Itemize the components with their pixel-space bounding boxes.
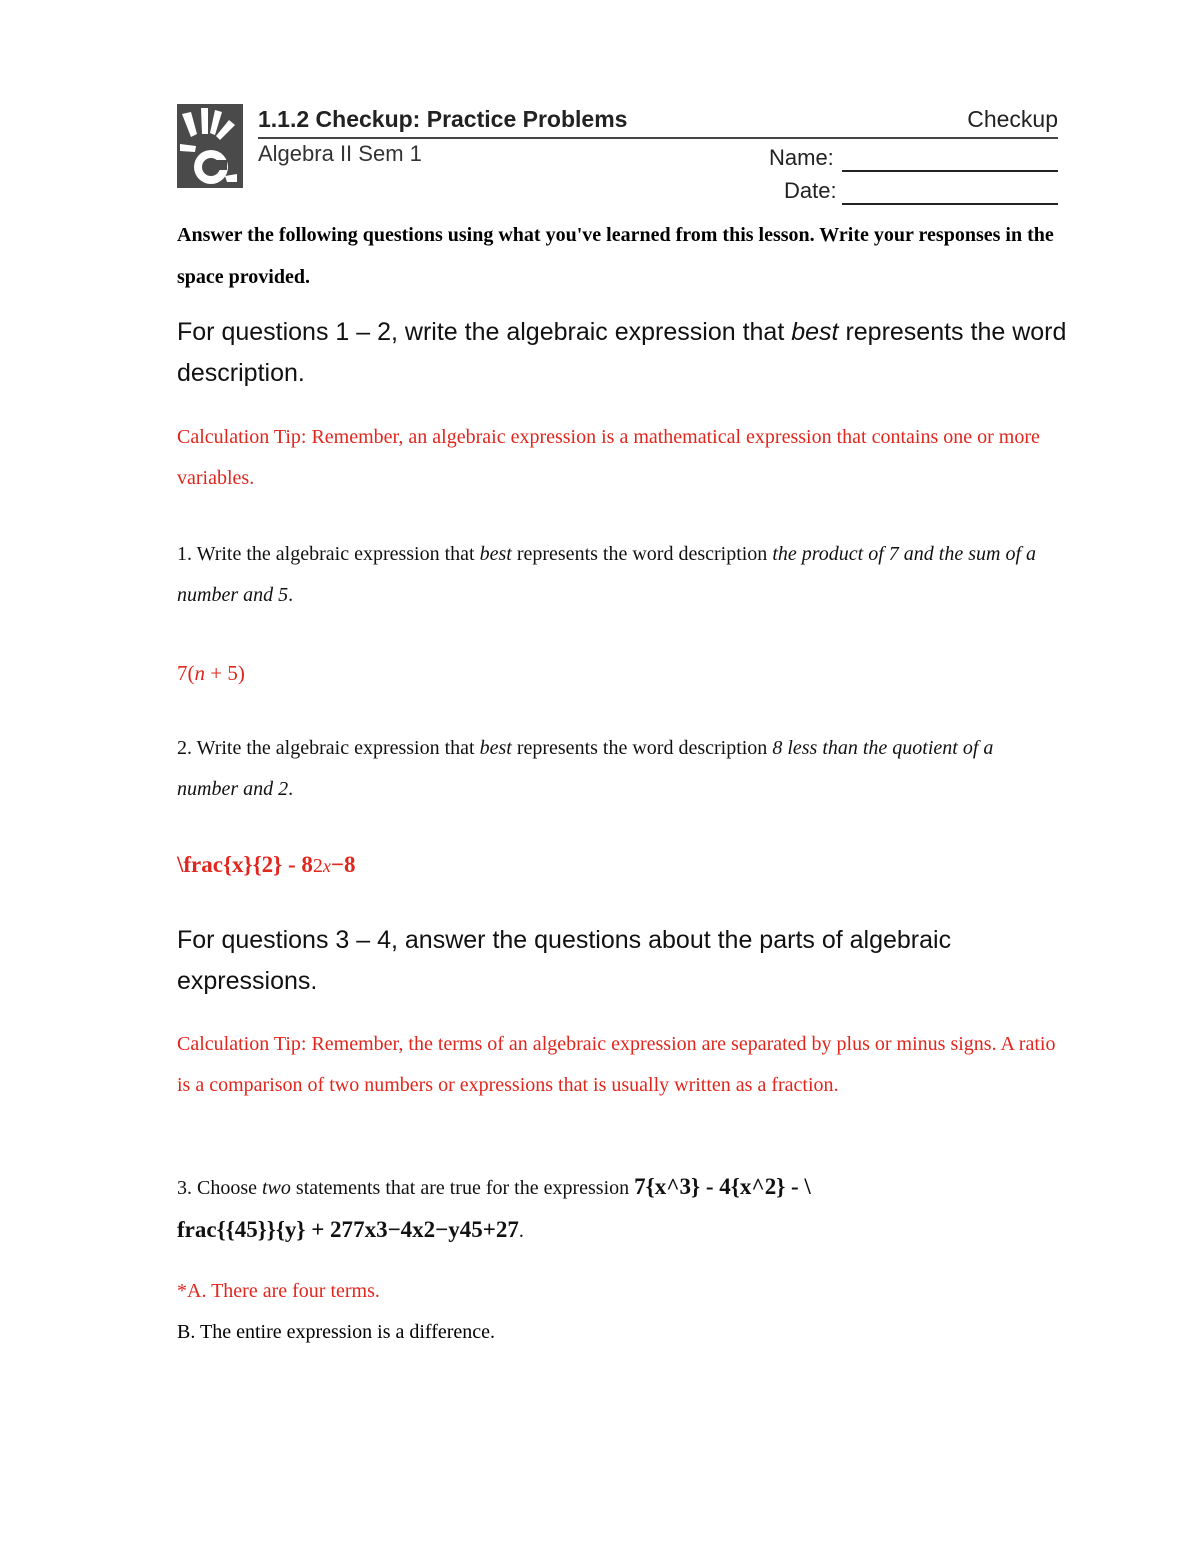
option-a[interactable]: *A. There are four terms. xyxy=(177,1280,380,1302)
document-type: Checkup xyxy=(967,106,1058,132)
section-1-heading: For questions 1 – 2, write the algebraic expression that best represents the word description. xyxy=(177,318,1067,387)
question-1: 1. Write the algebraic expression that best represents the word description the product of 7 and the sum of a number and 5. xyxy=(177,543,1036,606)
name-field[interactable] xyxy=(842,170,1058,172)
date-label: Date: xyxy=(784,178,837,203)
name-label: Name: xyxy=(769,145,834,170)
question-3: 3. Choose two statements that are true for the expression 7{x^3} - 4{x^2} - \ frac{{45}}{y} + 277x3−4x2−y45+27. xyxy=(177,1174,811,1242)
question-2: 2. Write the algebraic expression that best represents the word description 8 less than the quotient of a number and 2. xyxy=(177,737,994,800)
instructions: Answer the following questions using what you've learned from this lesson. Write your responses in the space provided. xyxy=(177,224,1054,288)
header-divider xyxy=(258,137,1058,139)
answer-1: 7(n + 5) xyxy=(177,661,245,685)
section-2-heading: For questions 3 – 4, answer the questions about the parts of algebraic expressions. xyxy=(177,926,952,995)
course-name: Algebra II Sem 1 xyxy=(258,141,422,166)
option-b[interactable]: B. The entire expression is a difference. xyxy=(177,1321,496,1343)
section-1-tip: Calculation Tip: Remember, an algebraic expression is a mathematical expression that contains one or more variables. xyxy=(177,426,1040,489)
answer-2: \frac{x}{2} - 82x−8 xyxy=(177,852,356,877)
document-title: 1.1.2 Checkup: Practice Problems xyxy=(258,106,628,132)
logo-icon xyxy=(177,104,243,188)
date-field[interactable] xyxy=(842,203,1058,205)
section-2-tip: Calculation Tip: Remember, the terms of an algebraic expression are separated by plus or minus signs. A ratio is a comparison of two numbers or expressions that is usually written as a fraction. xyxy=(177,1033,1056,1096)
